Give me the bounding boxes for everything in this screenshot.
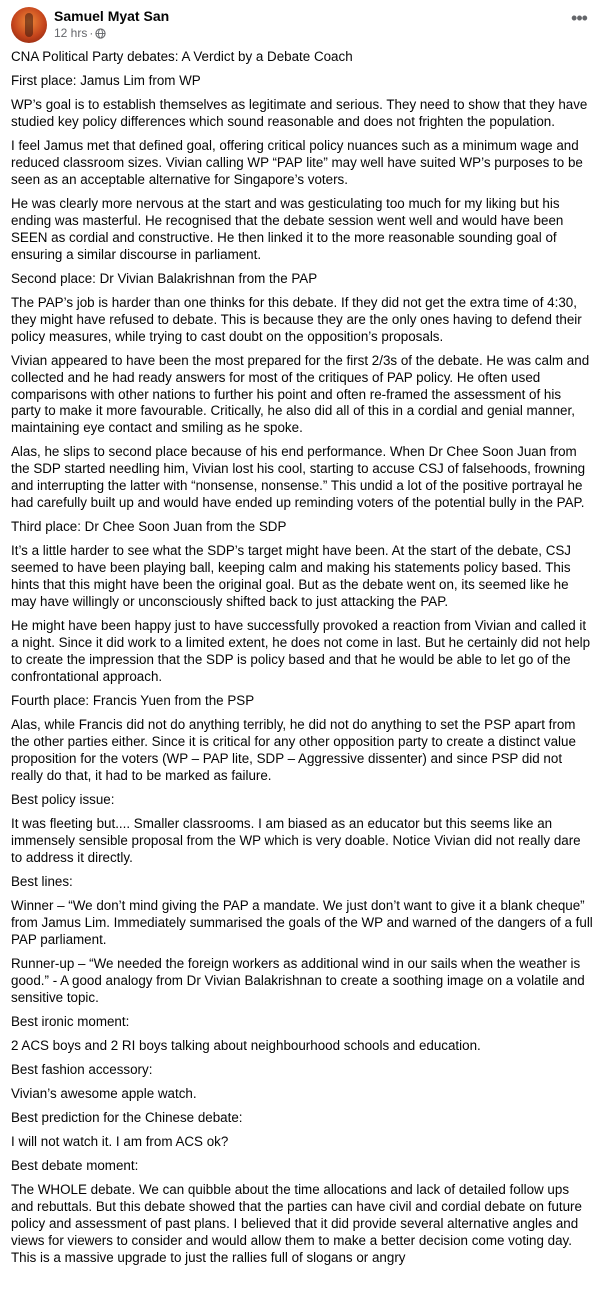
paragraph: Best ironic moment:	[11, 1013, 130, 1029]
paragraph: Best fashion accessory:	[11, 1061, 153, 1077]
paragraph: Fourth place: Francis Yuen from the PSP	[11, 692, 255, 708]
paragraph: The PAP’s job is harder than one thinks for this debate. If they did not get the extra time of 4:30, they might have refused to debate. This is because they are the only ones having to defend their policy measures, while trying to cast doubt on the opposition’s proposals.	[11, 294, 582, 344]
post-title: CNA Political Party debates: A Verdict by a Debate Coach	[11, 49, 353, 64]
paragraph: It was fleeting but.... Smaller classrooms. I am biased as an educator but this seems like an immensely sensible proposal from the WP which is very doable. Notice Vivian did not really dare to address it directly.	[11, 815, 581, 865]
paragraph: Alas, while Francis did not do anything terribly, he did not do anything to set the PSP apart from the other parties either. Since it is critical for any other opposition party to create a distinct value proposition for the voters (WP – PAP lite, SDP – Aggressive dissenter) and since PSP did not really do that, it had to be marked as failure.	[11, 717, 576, 783]
meta-separator: ·	[89, 26, 94, 40]
paragraph: First place: Jamus Lim from WP	[11, 72, 201, 88]
paragraph: Vivian’s awesome apple watch.	[11, 1086, 197, 1102]
paragraph: He was clearly more nervous at the start and was gesticulating too much for my liking but his ending was masterful. He recognised that the debate session went well and would have been SEEN as cordial and constructive. He then linked it to the more reasonable sounding goal of ensuring a similar discourse in parliament.	[11, 195, 564, 262]
paragraph: Runner-up – “We needed the foreign workers as additional wind in our sails when the weather is good.” - A good analogy from Dr Vivian Balakrishnan to create a soothing image on a volatile and sensitive topic.	[11, 955, 585, 1005]
post-header	[0, 0, 605, 49]
paragraph: Winner – “We don’t mind giving the PAP a mandate. We just don’t want to give it a blank cheque” from Jamus Lim. Immediately summarised the goals of the WP and warned of the dangers of a full PAP parliament.	[11, 897, 593, 947]
avatar[interactable]	[11, 7, 47, 43]
paragraph: He might have been happy just to have successfully provoked a reaction from Vivian and called it a night. Since it did work to a limited extent, he does not come in last. But he certainly did not help to create the impression that the SDP is policy based and that he would be able to let go of the confrontational approach.	[11, 618, 591, 684]
more-options-button[interactable]	[567, 8, 591, 32]
paragraph: WP’s goal is to establish themselves as legitimate and serious. They need to show that they have studied key policy differences which sound reasonable and does not frighten the population.	[11, 97, 588, 129]
author-name[interactable]: Samuel Myat San	[54, 8, 170, 24]
paragraph: The WHOLE debate. We can quibble about the time allocations and lack of detailed follow ups and rebuttals. But this debate showed that the parties can have civil and cordial debate on future policy and assessment of past plans. I believed that it did provide several alternative angles and views for viewers to consider and would allow them to make a better decision come voting day. This is a massive upgrade to just the rallies full of slogans or angry	[11, 1182, 582, 1266]
post-body	[0, 49, 605, 1267]
paragraph: Vivian appeared to have been the most prepared for the first 2/3s of the debate. He was calm and collected and he had ready answers for most of the critiques of PAP policy. He often used comparisons with other nations to further his point and often re-framed the assessment of his party to make it more favourable. Critically, he also did all of this in a cordial and genial manner, maintaining eye contact and smiling as he spoke.	[11, 352, 590, 436]
paragraph: I feel Jamus met that defined goal, offering critical policy nuances such as a minimum wage and reduced classroom sizes. Vivian calling WP “PAP lite” may well have suited WP’s purposes to be seen as an acceptable alternative for Singapore’s voters.	[11, 138, 583, 187]
globe-icon	[95, 28, 106, 39]
paragraph: Best prediction for the Chinese debate:	[11, 1110, 243, 1126]
paragraph: Third place: Dr Chee Soon Juan from the SDP	[11, 519, 287, 535]
post-time[interactable]: 12 hrs	[54, 26, 88, 40]
paragraph: Best lines:	[11, 873, 73, 889]
more-horizontal-icon: •••	[571, 8, 587, 28]
paragraph: Best policy issue:	[11, 791, 115, 807]
post-meta	[54, 26, 106, 40]
paragraph: Alas, he slips to second place because of his end performance. When Dr Chee Soon Juan from the SDP started needling him, Vivian lost his cool, starting to accuse CSJ of falsehoods, frowning and interrupting the latter with “nonsense, nonsense.” This undid a lot of the positive portrayal he had carefully built up and would have ended up reminding voters of the potential bully in the PAP.	[11, 444, 586, 511]
paragraph: Best debate moment:	[11, 1158, 139, 1174]
paragraph: I will not watch it. I am from ACS ok?	[11, 1134, 229, 1150]
paragraph: It’s a little harder to see what the SDP’s target might have been. At the start of the debate, CSJ seemed to have been playing ball, keeping calm and making his statements policy based. This hints that this might have been the original goal. But as the debate went on, its seemed like he may have willingly or unconsciously shifted back to just attacking the PAP.	[11, 543, 571, 610]
paragraph: 2 ACS boys and 2 RI boys talking about neighbourhood schools and education.	[11, 1037, 481, 1053]
paragraph: Second place: Dr Vivian Balakrishnan from the PAP	[11, 270, 318, 286]
